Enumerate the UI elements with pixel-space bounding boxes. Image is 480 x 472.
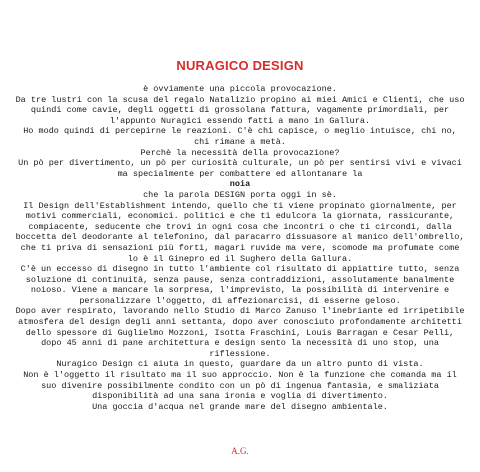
signature: A.G. <box>231 446 249 456</box>
paragraph-noia: noia <box>229 179 251 190</box>
paragraph-goccia: Una goccia d'acqua nel grande mare del disegno ambientale. <box>92 401 388 412</box>
paragraph-cavie: Da tre lustri con la scusa del regalo Natalizio propino ai miei Amici e Clienti, che uso quindi come cavie, degli oggetti di grossolana fattura, vagamente primordiali, per l'appunto Nuragici essendo fatti a mano in Gallura. <box>15 94 465 126</box>
paragraph-divertimento: Un pò per divertimento, un pò per curiosità culturale, un pò per sentirsi vivi e vivaci ma specialmente per combattere ed allontanare la <box>18 158 462 179</box>
paragraph-intro: è ovviamente una piccola provocazione. <box>143 84 337 94</box>
paragraph-reazioni: Ho modo quindi di percepirne le reazioni. C'è chi capisce, o meglio intuisce, chi no, chi rimane a metà. <box>23 126 457 147</box>
paragraph-nuragico: Nuragico Design ci aiuta in questo, guardare da un altro punto di vista. <box>56 359 424 370</box>
paragraph-approccio: Non è l'oggetto il risultato ma il suo approccio. Non è la funzione che comanda ma il suo divenire possibilmente condito con un pò di ingenua fantasia, e smaliziata disponibilità ad una sana ironia e voglia di divertimento. <box>23 370 457 402</box>
article-body <box>14 84 466 412</box>
paragraph-establishment: Il Design dell'Establishment intendo, quello che ti viene propinato giornalmente, per motivi commerciali, economici. politici e che ti edulcora la giornata, rassicurante, compiacente, seducente che trovi in ogni cosa che incontri o che ti circondi, dalla boccetta del deodorante al telefonino, dal paracarro dissuasore al manico dell'ombrello, che ti priva di sensazioni più forti, magari ruvide ma vere, scomode ma profumate come lo è il Ginepro ed il Sughero della Gallura. <box>15 200 465 264</box>
paragraph-zanuso: Dopo aver respirato, lavorando nello Studio di Marco Zanuso l'inebriante ed irripetibile atmosfera del design degli anni settanta, dopo aver conosciuto profondamente architetti dello spessore di Guglielmo Mozzoni, Isotta Fraschini, Louis Barragan e Cesar Pelli, dopo 45 anni di pane architettura e design sento la necessità di uno stop, una riflessione. <box>15 306 465 359</box>
paragraph-design-word: che la parola DESIGN porta oggi in sè. <box>143 189 337 200</box>
page-title: NURAGICO DESIGN <box>176 58 304 73</box>
paragraph-eccesso: C'è un eccesso di disegno in tutto l'ambiente col risultato di appiattire tutto, senza soluzione di continuità, senza pause, senza contraddizioni, assolutamente banalmente noioso. Viene a mancare la sorpresa, l'imprevisto, la possibilità di intervenire e personalizzare l'oggetto, di affezionarcisi, di esserne geloso. <box>20 264 460 306</box>
paragraph-question: Perchè la necessità della provocazione? <box>140 147 340 158</box>
